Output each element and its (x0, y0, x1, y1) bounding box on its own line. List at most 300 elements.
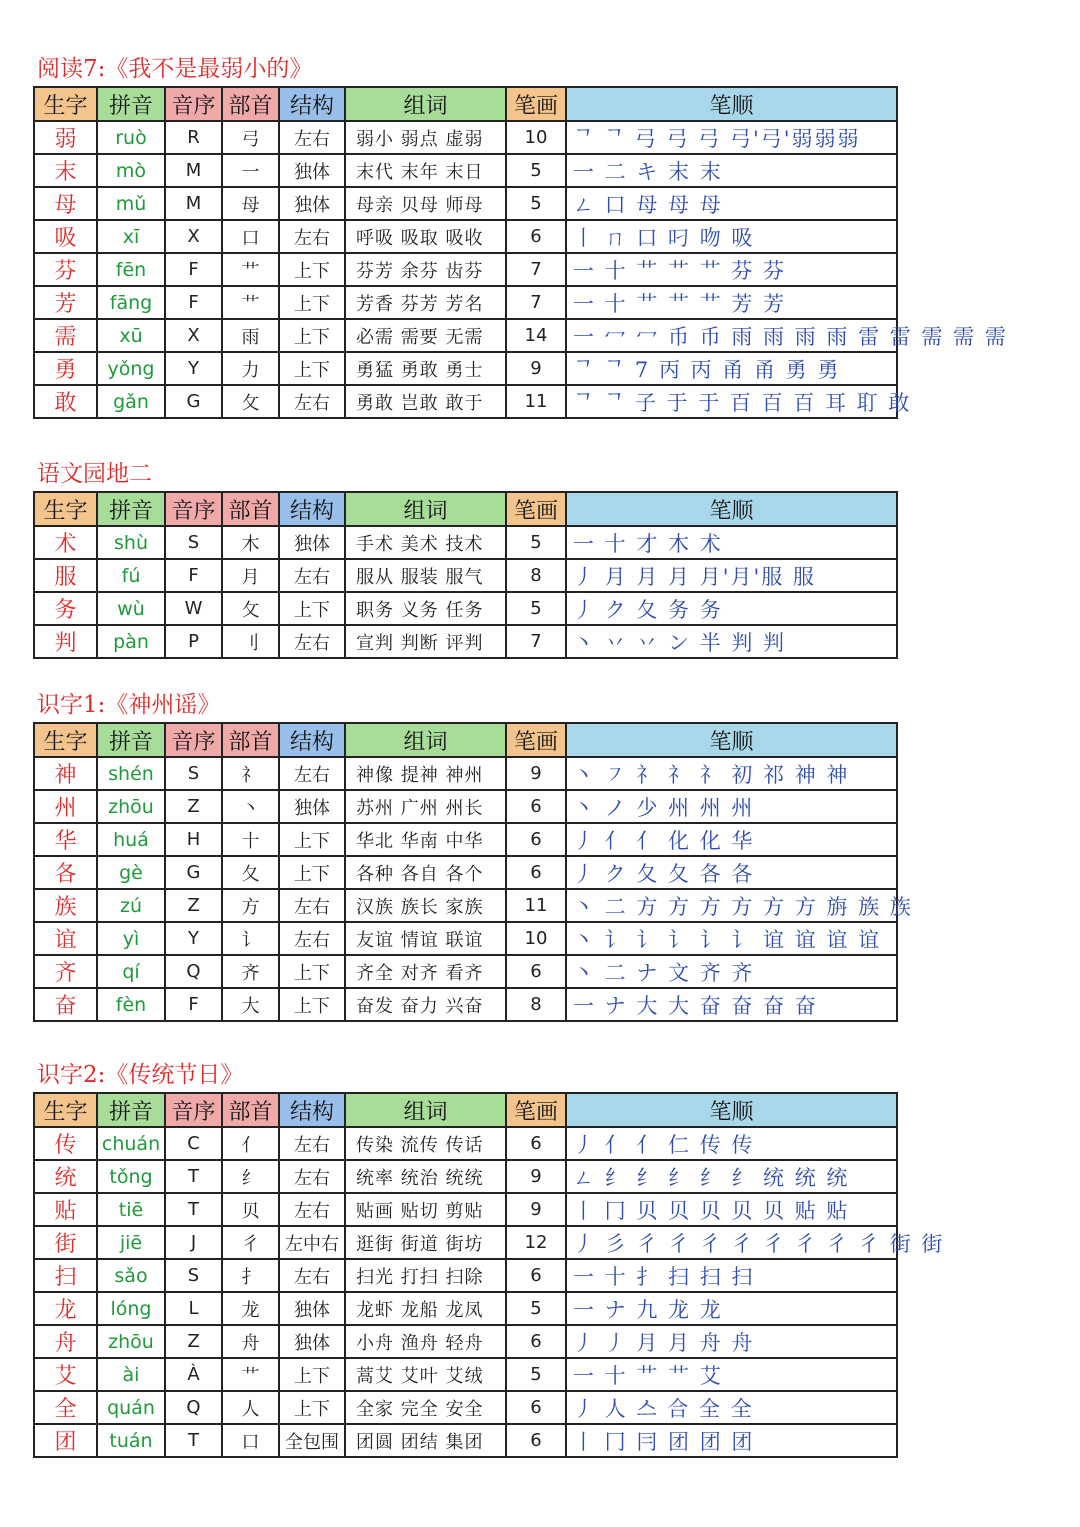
cell-radical: 方 (222, 889, 279, 922)
table-row (34, 1160, 897, 1193)
cell-initial: T (165, 1160, 222, 1193)
cell-words: 手术 美术 技术 (345, 526, 506, 559)
table-row (34, 955, 897, 988)
cell-character: 扫 (34, 1259, 97, 1292)
cell-pinyin: zhōu (97, 1325, 165, 1358)
table-row (34, 121, 897, 154)
cell-words: 服从 服装 服气 (345, 559, 506, 592)
cell-initial: T (165, 1424, 222, 1457)
cell-character: 全 (34, 1391, 97, 1424)
cell-pinyin: mò (97, 154, 165, 187)
cell-character: 龙 (34, 1292, 97, 1325)
cell-stroke-order: 一 十 艹 艹 艾 (566, 1358, 897, 1391)
cell-radical: 彳 (222, 1226, 279, 1259)
cell-character: 弱 (34, 121, 97, 154)
cell-stroke-count: 11 (506, 889, 566, 922)
cell-initial: G (165, 385, 222, 418)
cell-initial: Z (165, 790, 222, 823)
cell-stroke-count: 10 (506, 121, 566, 154)
header-row (34, 723, 897, 757)
cell-structure: 左右 (279, 121, 345, 154)
cell-initial: X (165, 319, 222, 352)
cell-pinyin: fāng (97, 286, 165, 319)
cell-radical: 扌 (222, 1259, 279, 1292)
table-row (34, 856, 897, 889)
cell-stroke-count: 6 (506, 790, 566, 823)
table-row (34, 823, 897, 856)
cell-words: 职务 义务 任务 (345, 592, 506, 625)
header-bishun: 笔顺 (566, 1093, 897, 1127)
header-pinyin: 拼音 (97, 87, 165, 121)
cell-stroke-count: 6 (506, 1424, 566, 1457)
cell-stroke-count: 7 (506, 625, 566, 658)
cell-stroke-order: 丿 亻 亻 化 化 华 (566, 823, 897, 856)
char-table (33, 491, 898, 659)
cell-structure: 独体 (279, 154, 345, 187)
cell-structure: 独体 (279, 187, 345, 220)
cell-character: 统 (34, 1160, 97, 1193)
cell-structure: 上下 (279, 1391, 345, 1424)
cell-stroke-order: 一 ナ 大 大 奋 奋 奋 奋 (566, 988, 897, 1021)
table-row (34, 220, 897, 253)
cell-stroke-order: 丿 ク 夂 夂 各 各 (566, 856, 897, 889)
cell-stroke-order: 丿 亻 亻 仁 传 传 (566, 1127, 897, 1160)
section-3 (33, 688, 913, 1022)
cell-structure: 全包围 (279, 1424, 345, 1457)
cell-initial: Z (165, 1325, 222, 1358)
cell-radical: 弓 (222, 121, 279, 154)
table-row (34, 592, 897, 625)
cell-character: 齐 (34, 955, 97, 988)
table-row (34, 1325, 897, 1358)
table-row (34, 625, 897, 658)
cell-stroke-count: 5 (506, 1358, 566, 1391)
cell-stroke-order: 一 二 キ 末 末 (566, 154, 897, 187)
cell-radical: 人 (222, 1391, 279, 1424)
cell-stroke-order: 一 十 才 木 术 (566, 526, 897, 559)
header-shengzi: 生字 (34, 87, 97, 121)
cell-pinyin: jiē (97, 1226, 165, 1259)
cell-pinyin: yì (97, 922, 165, 955)
cell-pinyin: lóng (97, 1292, 165, 1325)
cell-structure: 上下 (279, 352, 345, 385)
header-bishun: 笔顺 (566, 87, 897, 121)
header-bihua: 笔画 (506, 492, 566, 526)
cell-stroke-order: 丨 ㄇ 口 叼 吻 吸 (566, 220, 897, 253)
cell-stroke-count: 7 (506, 253, 566, 286)
cell-character: 务 (34, 592, 97, 625)
cell-structure: 左右 (279, 1160, 345, 1193)
cell-words: 全家 完全 安全 (345, 1391, 506, 1424)
cell-radical: 力 (222, 352, 279, 385)
cell-radical: 讠 (222, 922, 279, 955)
cell-structure: 左右 (279, 889, 345, 922)
cell-radical: 亻 (222, 1127, 279, 1160)
cell-character: 需 (34, 319, 97, 352)
header-bushou: 部首 (222, 492, 279, 526)
cell-stroke-order: 一 十 艹 艹 艹 芬 芬 (566, 253, 897, 286)
cell-character: 艾 (34, 1358, 97, 1391)
cell-words: 弱小 弱点 虚弱 (345, 121, 506, 154)
cell-initial: M (165, 154, 222, 187)
cell-structure: 独体 (279, 1292, 345, 1325)
cell-words: 母亲 贝母 师母 (345, 187, 506, 220)
cell-radical: 大 (222, 988, 279, 1021)
cell-character: 末 (34, 154, 97, 187)
cell-stroke-count: 11 (506, 385, 566, 418)
table-row (34, 790, 897, 823)
header-zuci: 组词 (345, 1093, 506, 1127)
cell-structure: 左中右 (279, 1226, 345, 1259)
cell-words: 各种 各自 各个 (345, 856, 506, 889)
cell-stroke-order: ㄥ 纟 纟 纟 纟 纟 统 统 统 (566, 1160, 897, 1193)
char-table (33, 1092, 945, 1458)
cell-radical: 艹 (222, 286, 279, 319)
header-jiegou: 结构 (279, 1093, 345, 1127)
cell-structure: 左右 (279, 757, 345, 790)
cell-character: 术 (34, 526, 97, 559)
cell-initial: S (165, 526, 222, 559)
cell-character: 族 (34, 889, 97, 922)
cell-structure: 上下 (279, 253, 345, 286)
header-zuci: 组词 (345, 87, 506, 121)
cell-character: 各 (34, 856, 97, 889)
cell-pinyin: quán (97, 1391, 165, 1424)
cell-words: 龙虾 龙船 龙凤 (345, 1292, 506, 1325)
cell-radical: 舟 (222, 1325, 279, 1358)
cell-stroke-count: 10 (506, 922, 566, 955)
header-zuci: 组词 (345, 723, 506, 757)
cell-words: 华北 华南 中华 (345, 823, 506, 856)
cell-structure: 左右 (279, 922, 345, 955)
header-bihua: 笔画 (506, 1093, 566, 1127)
cell-structure: 独体 (279, 1325, 345, 1358)
cell-stroke-order: 丨 冂 冃 团 团 团 (566, 1424, 897, 1457)
cell-words: 芳香 芬芳 芳名 (345, 286, 506, 319)
cell-initial: S (165, 757, 222, 790)
table-row (34, 922, 897, 955)
header-row (34, 87, 897, 121)
cell-stroke-count: 9 (506, 1160, 566, 1193)
cell-structure: 上下 (279, 856, 345, 889)
header-jiegou: 结构 (279, 723, 345, 757)
cell-radical: 夂 (222, 856, 279, 889)
cell-pinyin: gè (97, 856, 165, 889)
cell-stroke-count: 6 (506, 1259, 566, 1292)
cell-pinyin: xū (97, 319, 165, 352)
cell-radical: 十 (222, 823, 279, 856)
cell-initial: F (165, 988, 222, 1021)
cell-pinyin: chuán (97, 1127, 165, 1160)
cell-stroke-count: 5 (506, 526, 566, 559)
cell-character: 吸 (34, 220, 97, 253)
table-row (34, 1127, 897, 1160)
table-row (34, 253, 897, 286)
cell-structure: 左右 (279, 385, 345, 418)
table-row (34, 559, 897, 592)
cell-pinyin: zú (97, 889, 165, 922)
cell-initial: F (165, 286, 222, 319)
header-yinxu: 音序 (165, 723, 222, 757)
cell-structure: 上下 (279, 955, 345, 988)
cell-stroke-count: 9 (506, 757, 566, 790)
cell-character: 勇 (34, 352, 97, 385)
cell-initial: R (165, 121, 222, 154)
cell-stroke-count: 9 (506, 1193, 566, 1226)
cell-character: 敢 (34, 385, 97, 418)
cell-radical: 母 (222, 187, 279, 220)
cell-pinyin: yǒng (97, 352, 165, 385)
cell-pinyin: tuán (97, 1424, 165, 1457)
table-row (34, 187, 897, 220)
cell-initial: Q (165, 955, 222, 988)
cell-character: 舟 (34, 1325, 97, 1358)
cell-stroke-order: 丶 二 ナ 文 齐 齐 (566, 955, 897, 988)
cell-structure: 独体 (279, 526, 345, 559)
cell-radical: 攵 (222, 592, 279, 625)
cell-stroke-count: 5 (506, 1292, 566, 1325)
cell-radical: 攵 (222, 385, 279, 418)
header-row (34, 492, 897, 526)
header-pinyin: 拼音 (97, 723, 165, 757)
cell-radical: 纟 (222, 1160, 279, 1193)
cell-stroke-count: 14 (506, 319, 566, 352)
cell-stroke-count: 6 (506, 220, 566, 253)
cell-stroke-count: 6 (506, 1127, 566, 1160)
header-shengzi: 生字 (34, 1093, 97, 1127)
header-shengzi: 生字 (34, 492, 97, 526)
cell-words: 团圆 团结 集团 (345, 1424, 506, 1457)
table-row (34, 1193, 897, 1226)
cell-structure: 左右 (279, 1127, 345, 1160)
char-table (33, 722, 913, 1022)
cell-stroke-order: 丿 彡 彳 彳 彳 彳 彳 彳 彳 彳 街 街 (566, 1226, 897, 1259)
cell-initial: W (165, 592, 222, 625)
cell-stroke-count: 6 (506, 1325, 566, 1358)
cell-initial: Y (165, 922, 222, 955)
cell-pinyin: fú (97, 559, 165, 592)
table-row (34, 286, 897, 319)
cell-stroke-count: 9 (506, 352, 566, 385)
cell-stroke-order: 一 ナ 九 龙 龙 (566, 1292, 897, 1325)
cell-structure: 左右 (279, 220, 345, 253)
section-title: 阅读7:《我不是最弱小的》 (37, 56, 313, 82)
section-title: 语文园地二 (37, 461, 152, 487)
table-row (34, 988, 897, 1021)
header-yinxu: 音序 (165, 87, 222, 121)
cell-pinyin: shù (97, 526, 165, 559)
cell-stroke-count: 6 (506, 856, 566, 889)
cell-stroke-order: 一 冖 冖 币 币 雨 雨 雨 雨 雷 雷 需 需 需 (566, 319, 897, 352)
table-row (34, 1292, 897, 1325)
cell-initial: S (165, 1259, 222, 1292)
cell-initial: M (165, 187, 222, 220)
header-bihua: 笔画 (506, 87, 566, 121)
cell-structure: 左右 (279, 1193, 345, 1226)
cell-words: 苏州 广州 州长 (345, 790, 506, 823)
cell-character: 团 (34, 1424, 97, 1457)
cell-radical: 月 (222, 559, 279, 592)
cell-pinyin: gǎn (97, 385, 165, 418)
table-row (34, 1424, 897, 1457)
header-bishun: 笔顺 (566, 492, 897, 526)
cell-words: 齐全 对齐 看齐 (345, 955, 506, 988)
table-row (34, 889, 897, 922)
table-row (34, 154, 897, 187)
cell-stroke-order: 丶 丷 丷 ン 半 判 判 (566, 625, 897, 658)
cell-stroke-order: 丿 ク 夂 务 务 (566, 592, 897, 625)
cell-words: 宣判 判断 评判 (345, 625, 506, 658)
cell-structure: 上下 (279, 592, 345, 625)
cell-initial: L (165, 1292, 222, 1325)
cell-stroke-count: 6 (506, 955, 566, 988)
table-row (34, 757, 897, 790)
cell-radical: 贝 (222, 1193, 279, 1226)
cell-words: 汉族 族长 家族 (345, 889, 506, 922)
cell-words: 友谊 情谊 联谊 (345, 922, 506, 955)
cell-stroke-count: 8 (506, 988, 566, 1021)
cell-character: 华 (34, 823, 97, 856)
header-jiegou: 结构 (279, 492, 345, 526)
cell-pinyin: zhōu (97, 790, 165, 823)
cell-initial: Z (165, 889, 222, 922)
header-shengzi: 生字 (34, 723, 97, 757)
header-bihua: 笔画 (506, 723, 566, 757)
cell-words: 扫光 打扫 扫除 (345, 1259, 506, 1292)
cell-pinyin: sǎo (97, 1259, 165, 1292)
cell-radical: 艹 (222, 253, 279, 286)
cell-words: 神像 提神 神州 (345, 757, 506, 790)
cell-pinyin: shén (97, 757, 165, 790)
cell-character: 芬 (34, 253, 97, 286)
cell-structure: 上下 (279, 823, 345, 856)
cell-words: 末代 末年 末日 (345, 154, 506, 187)
cell-structure: 左右 (279, 559, 345, 592)
cell-words: 奋发 奋力 兴奋 (345, 988, 506, 1021)
header-yinxu: 音序 (165, 492, 222, 526)
cell-character: 谊 (34, 922, 97, 955)
cell-words: 勇敢 岂敢 敢于 (345, 385, 506, 418)
cell-character: 神 (34, 757, 97, 790)
cell-pinyin: huá (97, 823, 165, 856)
cell-radical: 礻 (222, 757, 279, 790)
cell-structure: 左右 (279, 1259, 345, 1292)
cell-radical: 刂 (222, 625, 279, 658)
char-table (33, 86, 1008, 419)
cell-stroke-count: 8 (506, 559, 566, 592)
table-row (34, 526, 897, 559)
cell-stroke-order: 丿 月 月 月 月'月'服 服 (566, 559, 897, 592)
cell-pinyin: tǒng (97, 1160, 165, 1193)
cell-radical: 齐 (222, 955, 279, 988)
cell-structure: 独体 (279, 790, 345, 823)
header-pinyin: 拼音 (97, 492, 165, 526)
cell-radical: 龙 (222, 1292, 279, 1325)
cell-stroke-order: 丶 ㇇ 礻 礻 礻 初 祁 神 神 (566, 757, 897, 790)
cell-structure: 左右 (279, 625, 345, 658)
cell-stroke-order: 丿 丿 月 月 舟 舟 (566, 1325, 897, 1358)
cell-stroke-order: ᄀ ᄀ 子 于 于 百 百 百 耳 耵 敢 (566, 385, 897, 418)
cell-initial: C (165, 1127, 222, 1160)
cell-pinyin: fèn (97, 988, 165, 1021)
header-pinyin: 拼音 (97, 1093, 165, 1127)
header-zuci: 组词 (345, 492, 506, 526)
cell-character: 街 (34, 1226, 97, 1259)
cell-pinyin: ài (97, 1358, 165, 1391)
cell-pinyin: qí (97, 955, 165, 988)
table-row (34, 1391, 897, 1424)
cell-stroke-count: 6 (506, 1391, 566, 1424)
header-bushou: 部首 (222, 87, 279, 121)
cell-words: 逛街 街道 街坊 (345, 1226, 506, 1259)
cell-radical: 口 (222, 1424, 279, 1457)
cell-initial: À (165, 1358, 222, 1391)
cell-initial: T (165, 1193, 222, 1226)
section-4 (33, 1058, 945, 1458)
cell-structure: 上下 (279, 286, 345, 319)
cell-stroke-count: 7 (506, 286, 566, 319)
cell-stroke-count: 5 (506, 592, 566, 625)
table-row (34, 1226, 897, 1259)
cell-structure: 上下 (279, 988, 345, 1021)
cell-stroke-order: 一 十 扌 扫 扫 扫 (566, 1259, 897, 1292)
cell-stroke-order: ᄀ ᄀ 7 丙 丙 甬 甬 勇 勇 (566, 352, 897, 385)
header-bushou: 部首 (222, 1093, 279, 1127)
cell-words: 小舟 渔舟 轻舟 (345, 1325, 506, 1358)
cell-pinyin: fēn (97, 253, 165, 286)
cell-pinyin: pàn (97, 625, 165, 658)
cell-character: 母 (34, 187, 97, 220)
section-1 (33, 52, 1008, 419)
cell-words: 传染 流传 传话 (345, 1127, 506, 1160)
table-row (34, 352, 897, 385)
cell-character: 判 (34, 625, 97, 658)
cell-initial: Y (165, 352, 222, 385)
cell-radical: 口 (222, 220, 279, 253)
cell-initial: Q (165, 1391, 222, 1424)
cell-pinyin: wù (97, 592, 165, 625)
cell-stroke-count: 12 (506, 1226, 566, 1259)
cell-words: 贴画 贴切 剪贴 (345, 1193, 506, 1226)
cell-pinyin: xī (97, 220, 165, 253)
cell-stroke-order: 丿 人 스 合 全 全 (566, 1391, 897, 1424)
cell-character: 贴 (34, 1193, 97, 1226)
cell-radical: 雨 (222, 319, 279, 352)
cell-pinyin: ruò (97, 121, 165, 154)
cell-radical: 丶 (222, 790, 279, 823)
cell-radical: 木 (222, 526, 279, 559)
table-row (34, 385, 897, 418)
cell-character: 奋 (34, 988, 97, 1021)
cell-pinyin: mǔ (97, 187, 165, 220)
cell-words: 勇猛 勇敢 勇士 (345, 352, 506, 385)
cell-radical: 艹 (222, 1358, 279, 1391)
cell-words: 芬芳 余芬 齿芬 (345, 253, 506, 286)
section-2 (33, 457, 898, 659)
cell-pinyin: tiē (97, 1193, 165, 1226)
cell-initial: G (165, 856, 222, 889)
header-bushou: 部首 (222, 723, 279, 757)
cell-character: 服 (34, 559, 97, 592)
cell-stroke-count: 5 (506, 154, 566, 187)
section-title: 识字2:《传统节日》 (37, 1062, 244, 1088)
cell-initial: H (165, 823, 222, 856)
cell-initial: F (165, 559, 222, 592)
cell-initial: P (165, 625, 222, 658)
cell-structure: 上下 (279, 1358, 345, 1391)
section-title: 识字1:《神州谣》 (37, 692, 221, 718)
cell-character: 芳 (34, 286, 97, 319)
